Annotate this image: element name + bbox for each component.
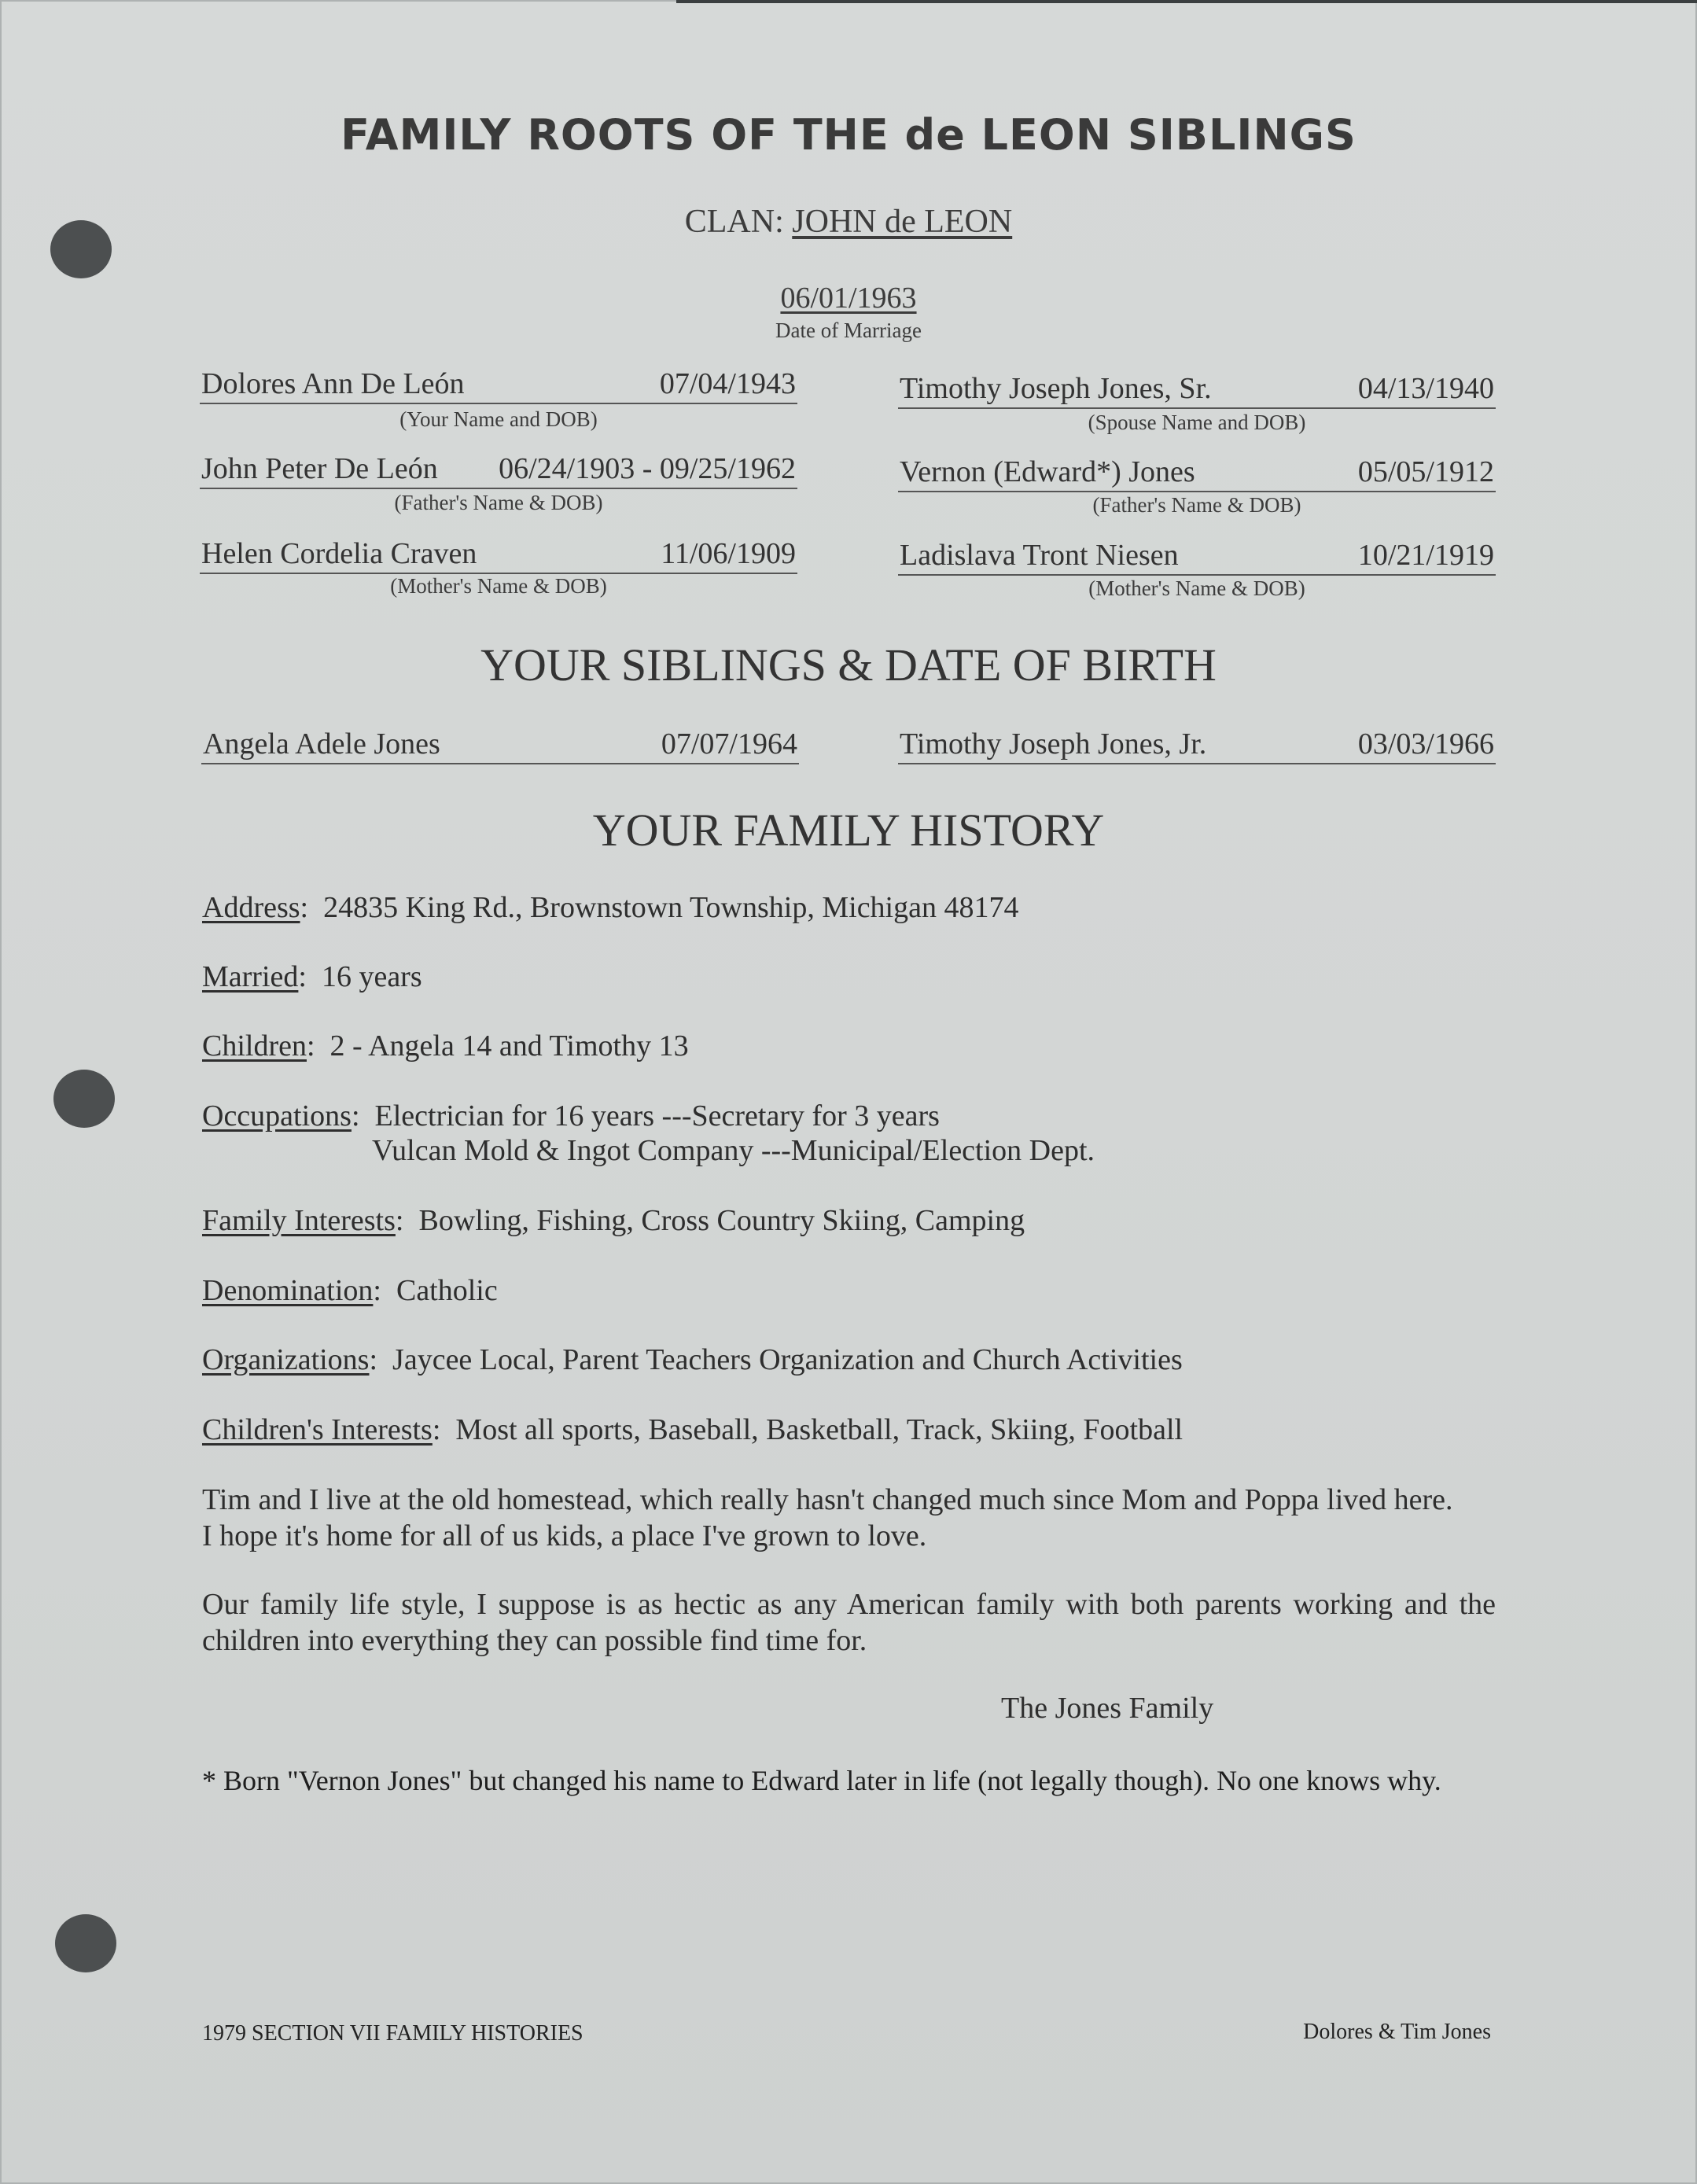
spouse-father-caption: (Father's Name & DOB) [1092, 493, 1301, 517]
sibling-1-name: Angela Adele Jones [203, 727, 440, 761]
binder-hole-middle [53, 1070, 115, 1128]
mother-name: Helen Cordelia Craven [201, 537, 477, 570]
spouse-mother-field [898, 540, 1496, 576]
childrens-interests-line: Children's Interests: Most all sports, Baseball, Basketball, Track, Skiing, Football [202, 1413, 1183, 1446]
self-caption: (Your Name and DOB) [399, 407, 598, 431]
married-value: 16 years [321, 960, 422, 993]
spouse-mother-dob: 10/21/1919 [1357, 539, 1494, 572]
address-label: Address [202, 891, 300, 924]
family-interests-label: Family Interests [202, 1204, 396, 1237]
page-title: FAMILY ROOTS OF THE de LEON SIBLINGS [341, 110, 1356, 160]
family-interests-line: Family Interests: Bowling, Fishing, Cross Country Skiing, Camping [202, 1204, 1025, 1237]
footnote: * Born "Vernon Jones" but changed his name to Edward later in life (not legally though). No one knows why. [202, 1765, 1441, 1796]
occupations-line-2: Vulcan Mold & Ingot Company ---Municipal/Election Dept. [372, 1134, 1095, 1167]
clan-label: CLAN: [684, 204, 784, 240]
father-dob: 06/24/1903 - 09/25/1962 [499, 452, 796, 485]
married-line: Married: 16 years [202, 960, 422, 993]
footer-left: 1979 SECTION VII FAMILY HISTORIES [202, 2021, 583, 2046]
siblings-heading: YOUR SIBLINGS & DATE OF BIRTH [480, 639, 1217, 691]
self-field [200, 368, 797, 404]
occupations-label: Occupations [202, 1099, 352, 1133]
children-line: Children: 2 - Angela 14 and Timothy 13 [202, 1029, 689, 1063]
sibling-1-dob: 07/07/1964 [661, 727, 797, 761]
occupations-value: Electrician for 16 years ---Secretary for 3 years [374, 1099, 940, 1133]
address-line: Address: 24835 King Rd., Brownstown Township, Michigan 48174 [202, 891, 1019, 924]
spouse-father-dob: 05/05/1912 [1357, 455, 1494, 488]
address-value: 24835 King Rd., Brownstown Township, Michigan 48174 [323, 891, 1019, 924]
occupations-line: Occupations: Electrician for 16 years ---Secretary for 3 years [202, 1099, 940, 1133]
father-caption: (Father's Name & DOB) [394, 491, 603, 514]
mother-field [200, 538, 797, 574]
spouse-father-name: Vernon (Edward*) Jones [900, 455, 1195, 488]
sibling-field-2 [898, 728, 1496, 764]
father-name: John Peter De León [201, 452, 438, 485]
sibling-2-dob: 03/03/1966 [1357, 727, 1494, 761]
married-label: Married [202, 960, 299, 993]
lifestyle-paragraph: Our family life style, I suppose is as hectic as any American family with both parents working and the children into everything they can possible find time for. [202, 1588, 1496, 1657]
organizations-label: Organizations [202, 1343, 370, 1376]
mother-caption: (Mother's Name & DOB) [390, 574, 607, 598]
clan-value: JOHN de LEON [792, 204, 1013, 240]
footer-right: Dolores & Tim Jones [1303, 2020, 1491, 2044]
homestead-paragraph-line-2: I hope it's home for all of us kids, a place I've grown to love. [202, 1519, 927, 1552]
children-value: 2 - Angela 14 and Timothy 13 [329, 1029, 689, 1063]
organizations-line: Organizations: Jaycee Local, Parent Teachers Organization and Church Activities [202, 1343, 1183, 1376]
family-interests-value: Bowling, Fishing, Cross Country Skiing, Camping [418, 1204, 1025, 1237]
self-name: Dolores Ann De León [201, 367, 465, 400]
spouse-father-field [898, 456, 1496, 492]
childrens-interests-value: Most all sports, Baseball, Basketball, Track, Skiing, Football [455, 1413, 1183, 1446]
binder-hole-bottom [55, 1914, 116, 1972]
organizations-value: Jaycee Local, Parent Teachers Organization and Church Activities [392, 1343, 1183, 1376]
father-field [200, 453, 797, 489]
homestead-paragraph [202, 1482, 1496, 1554]
self-dob: 07/04/1943 [659, 367, 796, 400]
top-edge-line [676, 0, 1697, 3]
sibling-2-name: Timothy Joseph Jones, Jr. [900, 727, 1207, 761]
childrens-interests-label: Children's Interests [202, 1413, 433, 1446]
signoff: The Jones Family [1001, 1692, 1214, 1725]
sibling-field-1 [201, 728, 799, 764]
marriage-caption: Date of Marriage [775, 319, 922, 342]
homestead-paragraph-line-1: Tim and I live at the old homestead, which really hasn't changed much since Mom and Poppa lived here. [202, 1483, 1453, 1516]
mother-dob: 11/06/1909 [661, 537, 796, 570]
denomination-line: Denomination: Catholic [202, 1274, 498, 1307]
spouse-caption: (Spouse Name and DOB) [1088, 411, 1306, 434]
spouse-field [898, 373, 1496, 409]
marriage-date: 06/01/1963 [780, 282, 917, 315]
spouse-name: Timothy Joseph Jones, Sr. [900, 372, 1212, 405]
spouse-mother-name: Ladislava Tront Niesen [900, 539, 1179, 572]
spouse-mother-caption: (Mother's Name & DOB) [1088, 576, 1305, 600]
denomination-value: Catholic [396, 1274, 498, 1307]
children-label: Children [202, 1029, 307, 1063]
denomination-label: Denomination [202, 1274, 374, 1307]
spouse-dob: 04/13/1940 [1357, 372, 1494, 405]
history-heading: YOUR FAMILY HISTORY [592, 805, 1105, 856]
clan-line [0, 203, 1697, 241]
